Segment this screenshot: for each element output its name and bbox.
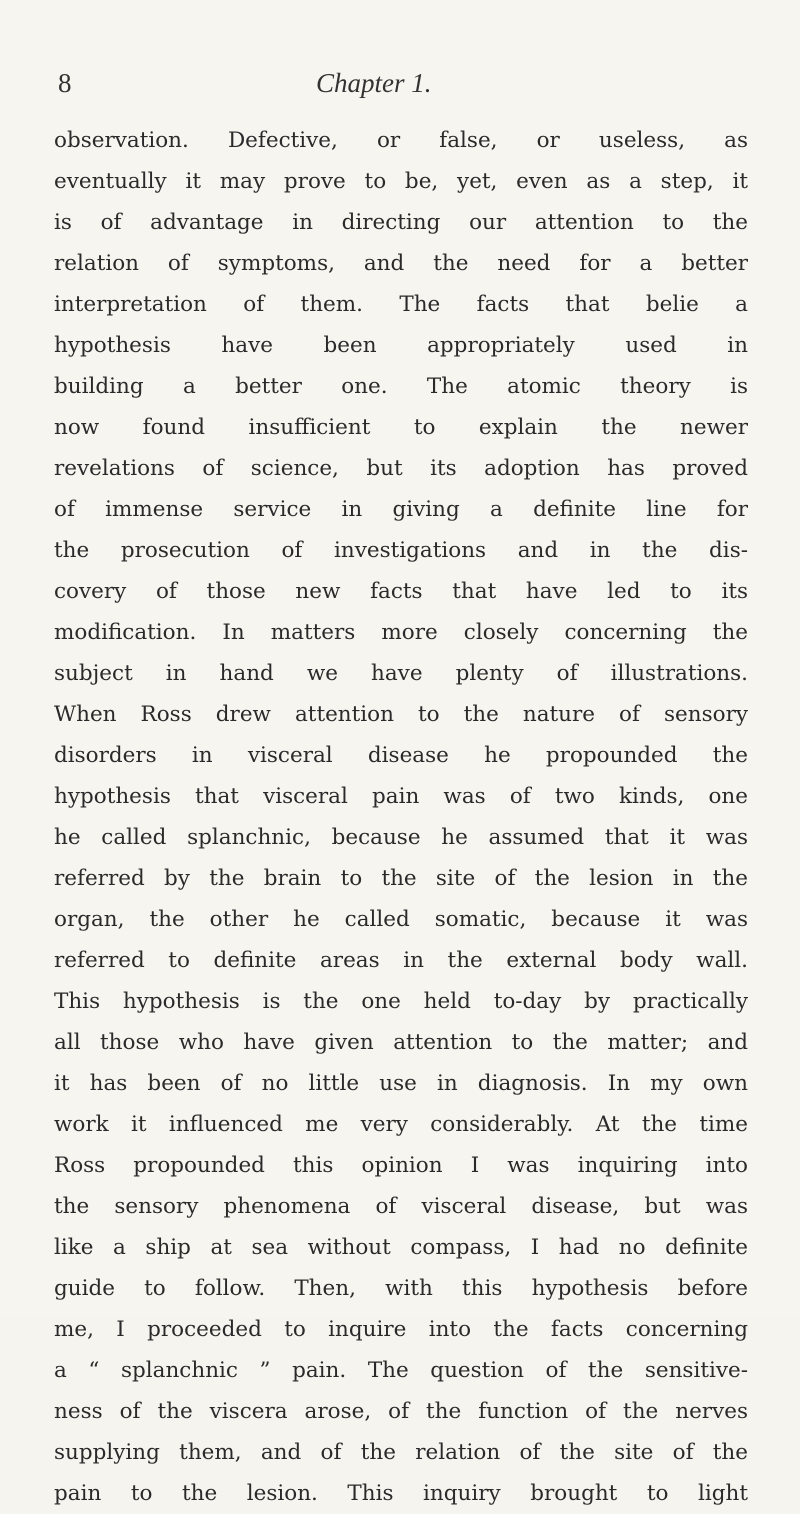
text-line: observation. Defective, or false, or useless, as <box>54 128 748 153</box>
text-line: Ross propounded this opinion I was inquiring into <box>54 1153 748 1178</box>
text-line: organ, the other he called somatic, because it was <box>54 907 748 932</box>
text-line: relation of symptoms, and the need for a better <box>54 251 748 276</box>
text-line: disorders in visceral disease he propounded the <box>54 743 748 768</box>
text-line: work it influenced me very considerably. At the time <box>54 1112 748 1137</box>
text-line: the prosecution of investigations and in the dis- <box>54 538 748 563</box>
body-text <box>54 120 748 1514</box>
text-line: of immense service in giving a definite line for <box>54 497 748 522</box>
text-line: subject in hand we have plenty of illustrations. <box>54 661 748 686</box>
text-line: referred by the brain to the site of the lesion in the <box>54 866 748 891</box>
text-line: now found insufficient to explain the newer <box>54 415 748 440</box>
text-line: referred to definite areas in the external body wall. <box>54 948 748 973</box>
text-line: me, I proceeded to inquire into the facts concerning <box>54 1317 748 1342</box>
text-line: eventually it may prove to be, yet, even as a step, it <box>54 169 748 194</box>
text-line: When Ross drew attention to the nature of sensory <box>54 702 748 727</box>
text-line: a “ splanchnic ” pain. The question of the sensitive- <box>54 1358 748 1383</box>
text-line: interpretation of them. The facts that belie a <box>54 292 748 317</box>
page-number: 8 <box>58 68 72 98</box>
text-line: revelations of science, but its adoption has proved <box>54 456 748 481</box>
text-line: ness of the viscera arose, of the function of the nerves <box>54 1399 748 1424</box>
text-line: pain to the lesion. This inquiry brought to light <box>54 1481 748 1506</box>
text-line: guide to follow. Then, with this hypothesis before <box>54 1276 748 1301</box>
text-line: modification. In matters more closely concerning the <box>54 620 748 645</box>
text-line: it has been of no little use in diagnosis. In my own <box>54 1071 748 1096</box>
text-line: all those who have given attention to the matter; and <box>54 1030 748 1055</box>
text-line: the sensory phenomena of visceral disease, but was <box>54 1194 748 1219</box>
text-line: This hypothesis is the one held to-day by practically <box>54 989 748 1014</box>
chapter-title: Chapter 1. <box>316 68 432 98</box>
text-line: hypothesis that visceral pain was of two kinds, one <box>54 784 748 809</box>
running-header <box>0 68 800 108</box>
text-line: supplying them, and of the relation of the site of the <box>54 1440 748 1465</box>
text-line: like a ship at sea without compass, I had no definite <box>54 1235 748 1260</box>
text-line: he called splanchnic, because he assumed that it was <box>54 825 748 850</box>
text-line: building a better one. The atomic theory is <box>54 374 748 399</box>
text-line: hypothesis have been appropriately used in <box>54 333 748 358</box>
text-line: covery of those new facts that have led to its <box>54 579 748 604</box>
text-line: is of advantage in directing our attention to the <box>54 210 748 235</box>
